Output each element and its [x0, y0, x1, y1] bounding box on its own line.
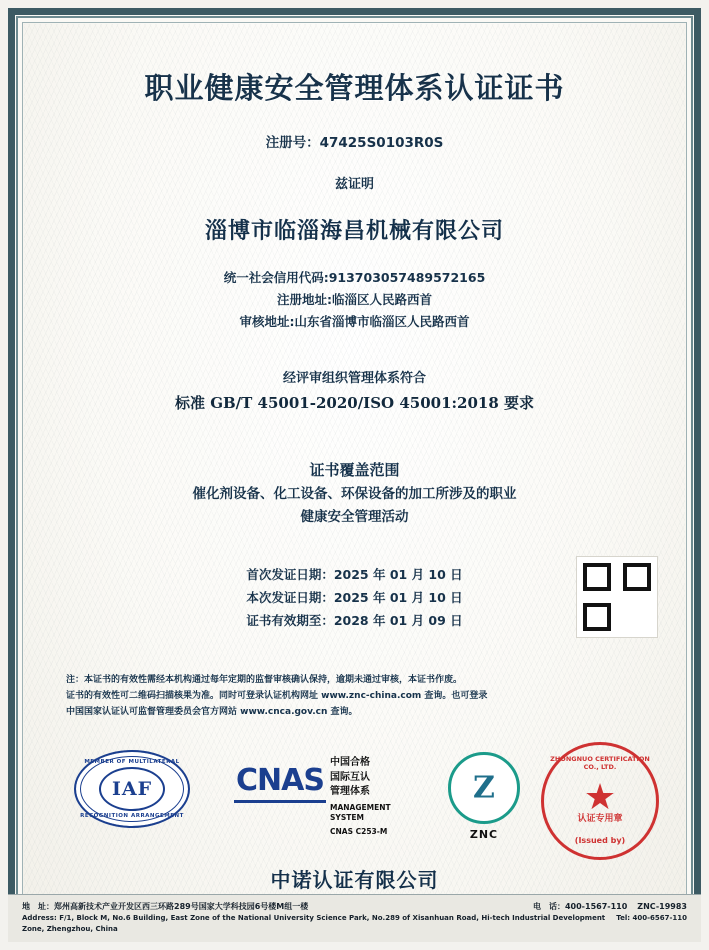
star-icon: ★: [583, 775, 617, 817]
registration-value: 47425S0103R0S: [319, 135, 444, 151]
certificate-content: [30, 30, 679, 920]
cnas-logo-icon: [226, 750, 334, 803]
company-name: 淄博市临淄海昌机械有限公司: [204, 219, 504, 244]
note-line-1: 注：本证书的有效性需经本机构通过每年定期的监督审核确认保持，逾期未通过审核，本证书作废。: [66, 675, 463, 686]
iaf-center-text: IAF: [99, 767, 165, 811]
note-line-2: 证书的有效性可二维码扫描核果为准。同时可登录认证机构网址 www.znc-china.com 查询。也可登录: [66, 690, 488, 701]
registration-number: [30, 131, 679, 151]
scope-line-2: 健康安全管理活动: [300, 509, 409, 526]
qr-finder-bottom-left: [583, 603, 611, 631]
znc-label: ZNC: [469, 828, 499, 842]
iaf-top-text: MEMBER OF MULTILATERAL: [84, 759, 180, 766]
footer-row-cn: [22, 901, 687, 913]
first-issue-date: 首次发证日期：2025 年 01 月 10 日: [246, 567, 463, 583]
audit-address-line: 审核地址:山东省淄博市临淄区人民路西首: [239, 313, 470, 329]
standard-intro: 经评审组织管理体系符合: [282, 370, 426, 386]
znc-mark-letter: Z: [473, 770, 495, 806]
scope-title: 证书覆盖范围: [309, 461, 400, 480]
footer-tel-en: Tel: 400-6567-110: [616, 914, 687, 923]
cnas-accreditation-code: CNAS C253-M: [330, 826, 388, 836]
iaf-bottom-text: RECOGNITION ARRANGEMENT: [80, 813, 184, 820]
standard-reference: 标准 GB/T 45001-2020/ISO 45001:2018 要求: [174, 394, 535, 413]
footer-bar: [8, 894, 701, 942]
current-issue-date: 本次发证日期：2025 年 01 月 10 日: [246, 590, 463, 606]
expiry-date: 证书有效期至：2028 年 01 月 09 日: [246, 613, 463, 629]
certificate-title: 职业健康安全管理体系认证证书: [144, 71, 565, 105]
official-seal-stamp: [541, 742, 659, 860]
company-details: [30, 267, 679, 333]
cnas-underline: [234, 800, 326, 803]
credit-code-line: 统一社会信用代码:913703057489572165: [223, 270, 486, 285]
hereby-certify-text: 兹证明: [334, 177, 374, 192]
footer-address-cn: 地 址：郑州高新技术产业开发区西三环路289号国家大学科技园6号楼M组一楼: [22, 902, 309, 911]
cnas-system-text: MANAGEMENT SYSTEM: [330, 802, 391, 823]
validity-notes: [30, 673, 679, 720]
issuer-name-cn: 中诺认证有限公司: [270, 868, 439, 893]
znc-logo-icon: [432, 750, 536, 841]
registration-label: 注册号：: [265, 135, 320, 151]
note-line-3: 中国国家认证认可监督管理委员会官方网站 www.cnca.gov.cn 查询。: [66, 706, 358, 717]
znc-mark-icon: [448, 752, 520, 824]
qr-code-icon[interactable]: [577, 557, 657, 637]
seal-bottom-text: (Issued by): [574, 836, 626, 846]
registered-address-line: 注册地址:临淄区人民路西首: [277, 291, 432, 307]
footer-row-en: [22, 913, 687, 935]
scope-block: [30, 457, 679, 529]
cnas-chinese-text: 中国合格 国际互认 管理体系: [330, 757, 370, 798]
seal-top-text: ZHONGNUO CERTIFICATION CO., LTD.: [550, 755, 650, 772]
scope-line-1: 催化剂设备、化工设备、环保设备的加工所涉及的职业: [192, 486, 517, 503]
cnas-wordmark: CNAS: [236, 763, 324, 799]
cnas-text-block: [330, 756, 420, 837]
standard-block: [30, 367, 679, 417]
footer-tel-cn: 电 话：400-1567-110: [532, 902, 628, 911]
footer-doc-code: ZNC-19983: [637, 902, 687, 911]
accreditation-logos: [30, 750, 679, 860]
iaf-logo-icon: [74, 750, 190, 828]
dates-and-qr-row: [30, 563, 679, 655]
seal-middle-text: 认证专用章: [577, 814, 623, 825]
footer-address-en: Address: F/1, Block M, No.6 Building, East Zone of the National University Science Park, No.289 of Xisanhuan Road, Hi-tech Industrial Development Zone, Zhengzhou, China: [22, 914, 606, 934]
